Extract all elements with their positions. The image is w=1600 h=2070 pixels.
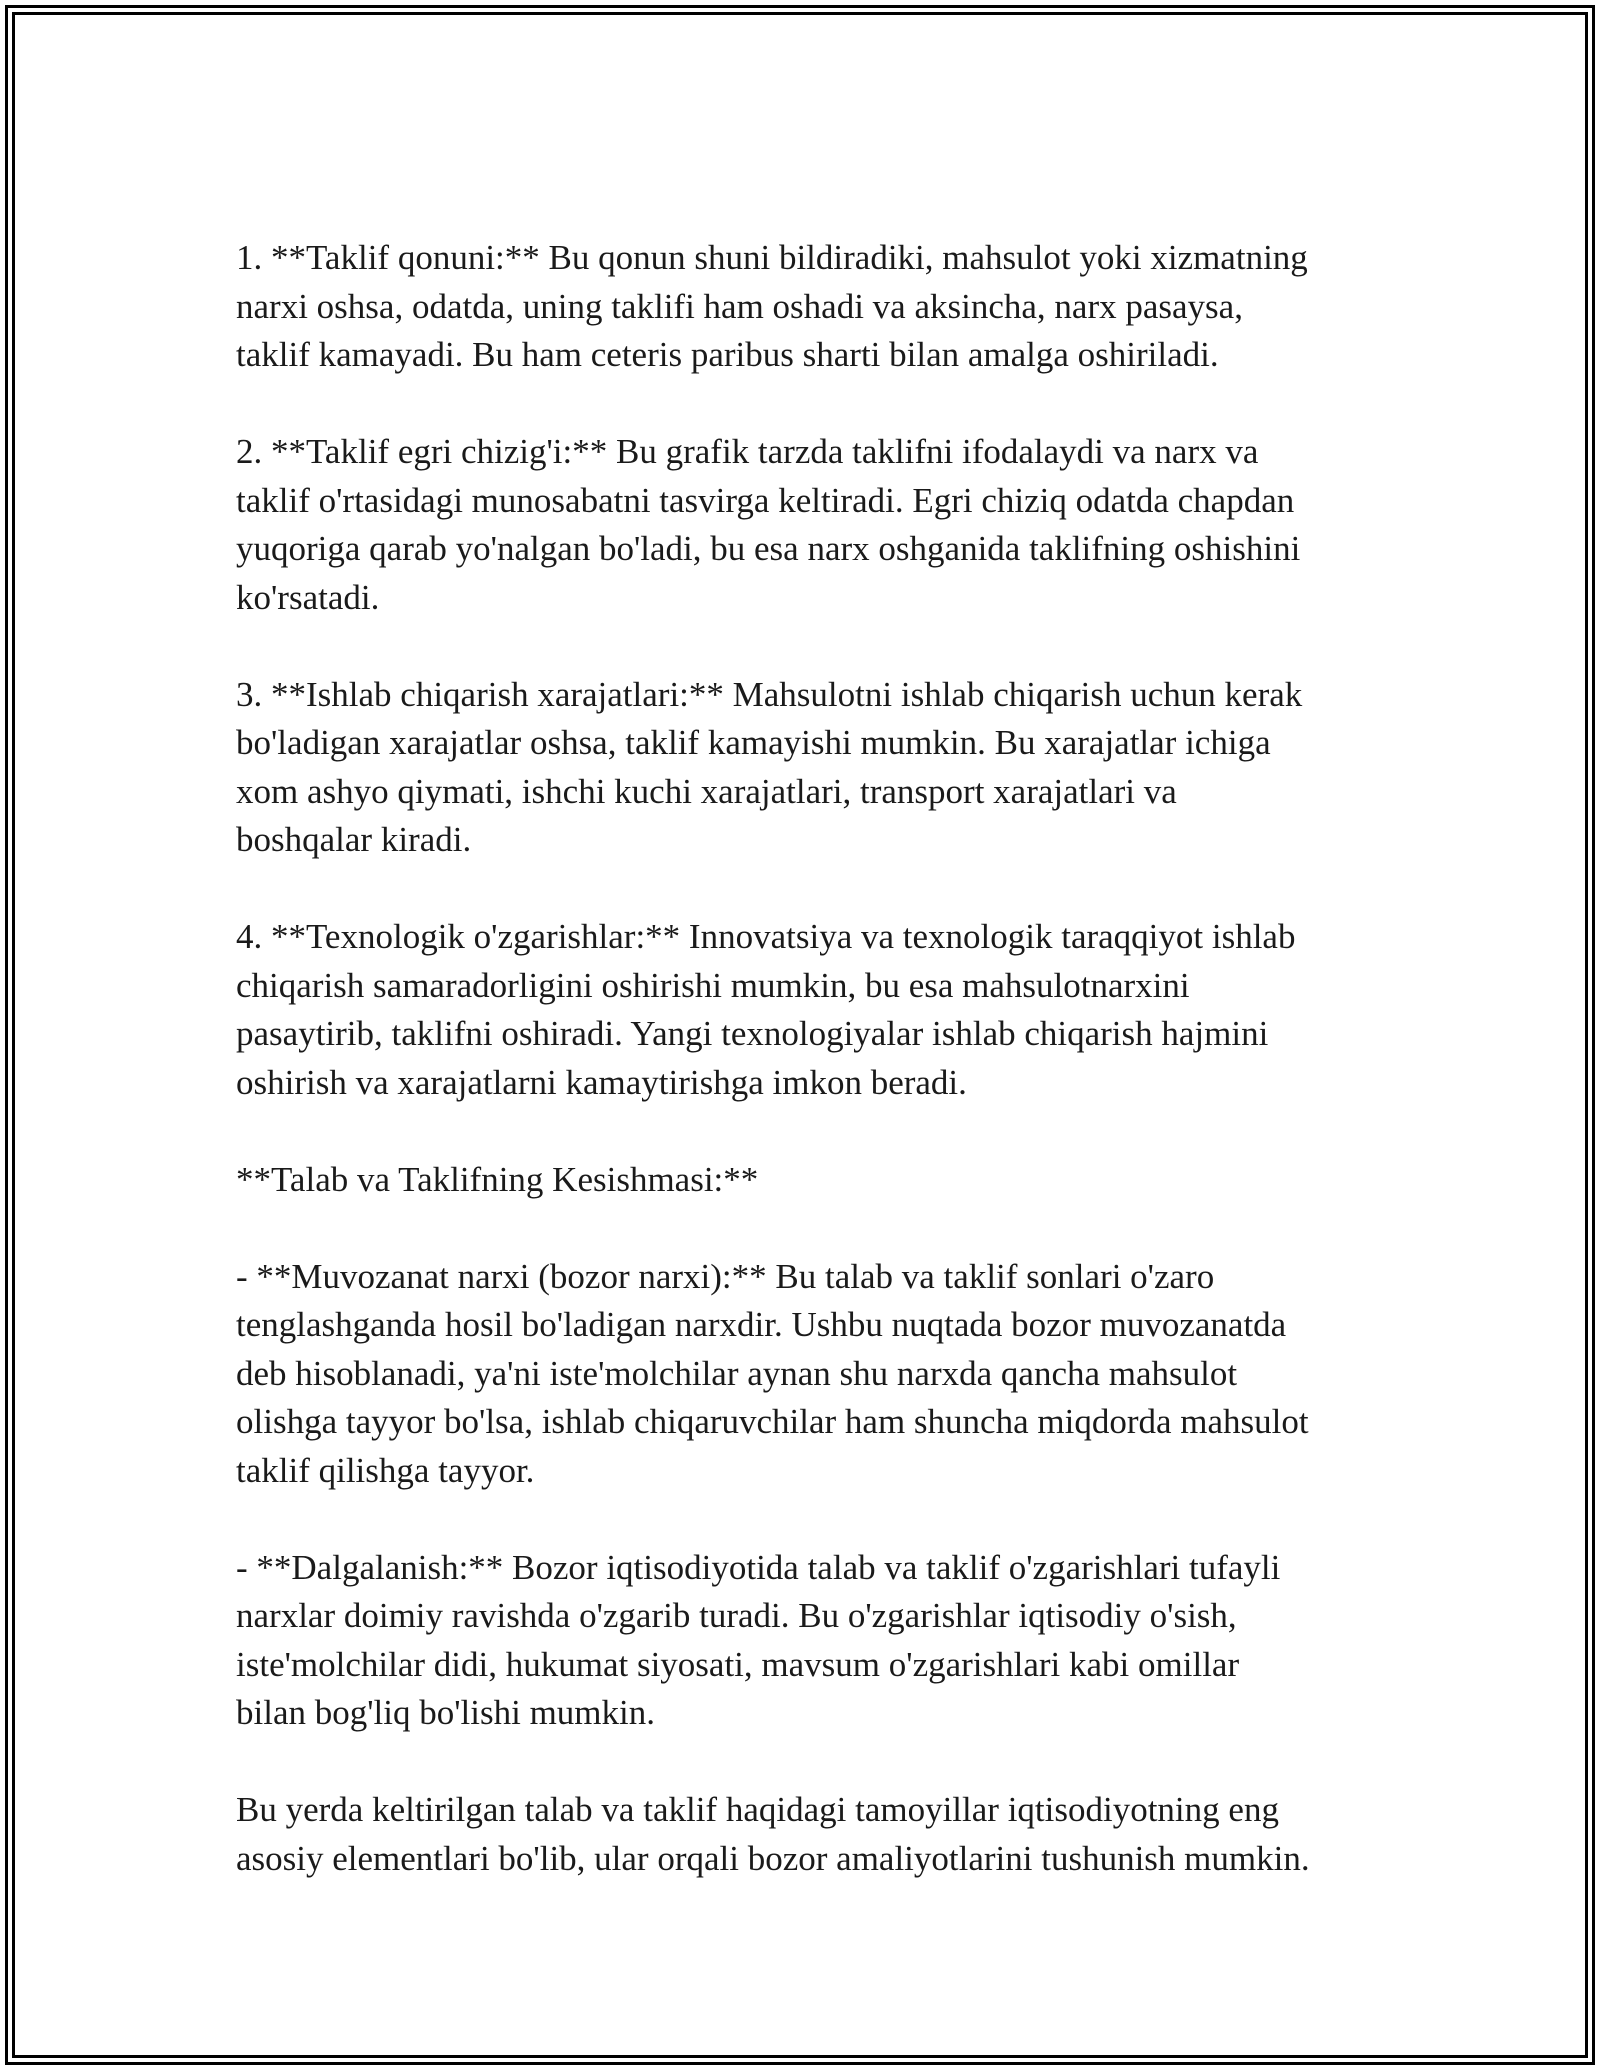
section-heading-kesishma: **Talab va Taklifning Kesishmasi:** bbox=[236, 1159, 759, 1199]
paragraph-taklif-qonuni: 1. **Taklif qonuni:** Bu qonun shuni bildiradiki, mahsulot yoki xizmatning narxi oshsa, odatda, uning taklifi ham oshadi va aksincha, narx pasaysa, taklif kamayadi. Bu ham ceteris paribus sharti bilan amalga oshiriladi. bbox=[236, 238, 1308, 374]
paragraph-dalgalanish: - **Dalgalanish:** Bozor iqtisodiyotida talab va taklif o'zgarishlari tufayli narxlar doimiy ravishda o'zgarib turadi. Bu o'zgarishlar iqtisodiy o'sish, iste'molchilar didi, hukumat siyosati, mavsum o'zgarishlari kabi omillar bilan bog'liq bo'lishi mumkin. bbox=[236, 1547, 1281, 1732]
paragraph-conclusion: Bu yerda keltirilgan talab va taklif haqidagi tamoyillar iqtisodiyotning eng asosiy elementlari bo'lib, ular orqali bozor amaliyotlarini tushunish mumkin. bbox=[236, 1790, 1310, 1878]
paragraph-muvozanat-narxi: - **Muvozanat narxi (bozor narxi):** Bu talab va taklif sonlari o'zaro tenglashganda hosil bo'ladigan narxdir. Ushbu nuqtada bozor muvozanatda deb hisoblanadi, ya'ni iste'molchilar aynan shu narxda qancha mahsulot olishga tayyor bo'lsa, ishlab chiqaruvchilar ham shuncha miqdorda mahsulot taklif qilishga tayyor. bbox=[236, 1256, 1309, 1490]
paragraph-taklif-egri-chizigi: 2. **Taklif egri chizig'i:** Bu grafik tarzda taklifni ifodalaydi va narx va taklif o'rtasidagi munosabatni tasvirga keltiradi. Egri chiziq odatda chapdan yuqoriga qarab yo'nalgan bo'ladi, bu esa narx oshganida taklifning oshishini ko'rsatadi. bbox=[236, 432, 1301, 617]
document-body bbox=[236, 234, 1386, 1883]
paragraph-texnologik-ozgarishlar: 4. **Texnologik o'zgarishlar:** Innovatsiya va texnologik taraqqiyot ishlab chiqarish samaradorligini oshirishi mumkin, bu esa mahsulotnarxini pasaytirib, taklifni oshiradi. Yangi texnologiyalar ishlab chiqarish hajmini oshirish va xarajatlarni kamaytirishga imkon beradi. bbox=[236, 917, 1296, 1102]
paragraph-ishlab-chiqarish-xarajatlari: 3. **Ishlab chiqarish xarajatlari:** Mahsulotni ishlab chiqarish uchun kerak bo'ladigan xarajatlar oshsa, taklif kamayishi mumkin. Bu xarajatlar ichiga xom ashyo qiymati, ishchi kuchi xarajatlari, transport xarajatlari va boshqalar kiradi. bbox=[236, 674, 1303, 859]
